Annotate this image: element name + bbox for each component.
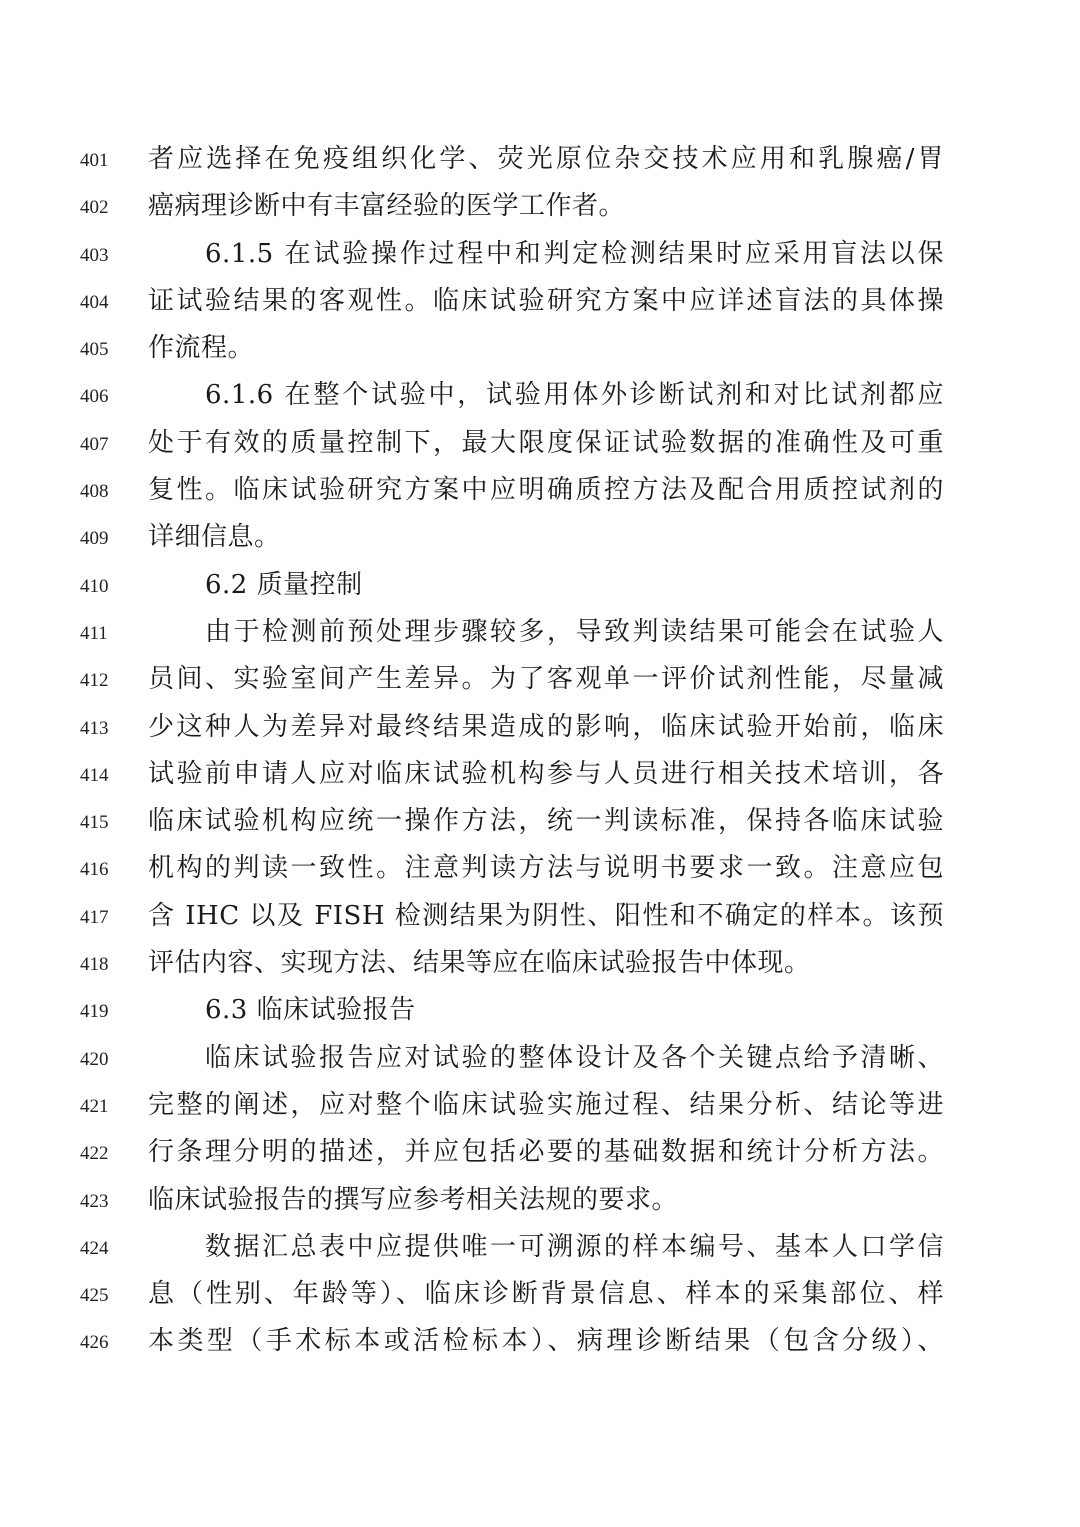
line-text: 证试验结果的客观性。临床试验研究方案中应详述盲法的具体操: [148, 285, 944, 316]
line-number: 412: [80, 670, 109, 692]
text-line: [0, 422, 1080, 469]
line-number: 402: [80, 197, 109, 219]
line-text: 临床试验报告的撰写应参考相关法规的要求。: [148, 1184, 679, 1215]
line-text: 数据汇总表中应提供唯一可溯源的样本编号、基本人口学信: [205, 1231, 944, 1262]
document-body: [0, 138, 1080, 1368]
text-line: [0, 185, 1080, 232]
text-line: [0, 1226, 1080, 1273]
line-text: 详细信息。: [148, 522, 281, 553]
line-text: 息（性别、年龄等）、临床诊断背景信息、样本的采集部位、样: [148, 1279, 944, 1310]
line-number: 406: [80, 386, 109, 408]
text-line: [0, 1273, 1080, 1320]
text-line: [0, 1179, 1080, 1226]
text-line: [0, 138, 1080, 185]
text-line: [0, 706, 1080, 753]
line-text: 处于有效的质量控制下，最大限度保证试验数据的准确性及可重: [148, 427, 944, 458]
line-text: 6.1.6 在整个试验中，试验用体外诊断试剂和对比试剂都应: [205, 380, 944, 411]
line-number: 408: [80, 481, 109, 503]
text-line: [0, 753, 1080, 800]
text-line: [0, 989, 1080, 1036]
line-number: 426: [80, 1332, 109, 1354]
line-text: 含 IHC 以及 FISH 检测结果为阴性、阳性和不确定的样本。该预: [148, 900, 944, 931]
line-text: 作流程。: [148, 333, 255, 364]
text-line: [0, 564, 1080, 611]
line-number: 404: [80, 291, 109, 313]
line-number: 418: [80, 954, 109, 976]
text-line: [0, 1037, 1080, 1084]
text-line: [0, 516, 1080, 563]
text-line: [0, 895, 1080, 942]
line-text: 6.1.5 在试验操作过程中和判定检测结果时应采用盲法以保: [205, 238, 944, 269]
line-number: 421: [80, 1095, 109, 1117]
line-number: 401: [80, 150, 109, 171]
text-line: [0, 658, 1080, 705]
line-text: 机构的判读一致性。注意判读方法与说明书要求一致。注意应包: [148, 853, 944, 884]
text-line: [0, 233, 1080, 280]
line-text: 6.3 临床试验报告: [205, 995, 416, 1026]
line-text: 临床试验报告应对试验的整体设计及各个关键点给予清晰、: [205, 1042, 944, 1073]
line-text: 临床试验机构应统一操作方法，统一判读标准，保持各临床试验: [148, 806, 944, 837]
text-line: [0, 611, 1080, 658]
text-line: [0, 800, 1080, 847]
line-number: 416: [80, 859, 109, 881]
line-text: 癌病理诊断中有丰富经验的医学工作者。: [148, 191, 626, 222]
text-line: [0, 374, 1080, 421]
text-line: [0, 469, 1080, 516]
line-text: 完整的阐述，应对整个临床试验实施过程、结果分析、结论等进: [148, 1089, 944, 1120]
text-line: [0, 942, 1080, 989]
line-text: 由于检测前预处理步骤较多，导致判读结果可能会在试验人: [205, 616, 944, 647]
line-number: 409: [80, 528, 109, 550]
line-number: 417: [80, 906, 109, 928]
text-line: [0, 327, 1080, 374]
line-text: 试验前申请人应对临床试验机构参与人员进行相关技术培训，各: [148, 758, 944, 789]
line-text: 少这种人为差异对最终结果造成的影响，临床试验开始前，临床: [148, 711, 944, 742]
line-number: 403: [80, 244, 109, 266]
line-number: 423: [80, 1190, 109, 1212]
line-number: 420: [80, 1048, 109, 1070]
line-text: 复性。临床试验研究方案中应明确质控方法及配合用质控试剂的: [148, 475, 944, 506]
line-text: 评估内容、实现方法、结果等应在临床试验报告中体现。: [148, 948, 811, 979]
text-line: [0, 1084, 1080, 1131]
line-text: 6.2 质量控制: [205, 569, 363, 600]
line-text: 本类型（手术标本或活检标本）、病理诊断结果（包含分级）、: [148, 1326, 944, 1357]
line-number: 422: [80, 1143, 109, 1165]
line-text: 者应选择在免疫组织化学、荧光原位杂交技术应用和乳腺癌/胃: [148, 144, 944, 174]
line-number: 425: [80, 1285, 109, 1307]
text-line: [0, 280, 1080, 327]
line-number: 405: [80, 339, 109, 361]
line-number: 410: [80, 575, 109, 597]
line-number: 415: [80, 812, 109, 834]
line-number: 411: [80, 622, 108, 644]
line-number: 414: [80, 764, 109, 786]
text-line: [0, 847, 1080, 894]
line-number: 413: [80, 717, 109, 739]
line-number: 419: [80, 1001, 109, 1023]
line-text: 员间、实验室间产生差异。为了客观单一评价试剂性能，尽量减: [148, 664, 944, 695]
line-number: 407: [80, 433, 109, 455]
text-line: [0, 1320, 1080, 1367]
line-text: 行条理分明的描述，并应包括必要的基础数据和统计分析方法。: [148, 1137, 944, 1168]
text-line: [0, 1131, 1080, 1178]
line-number: 424: [80, 1237, 109, 1259]
